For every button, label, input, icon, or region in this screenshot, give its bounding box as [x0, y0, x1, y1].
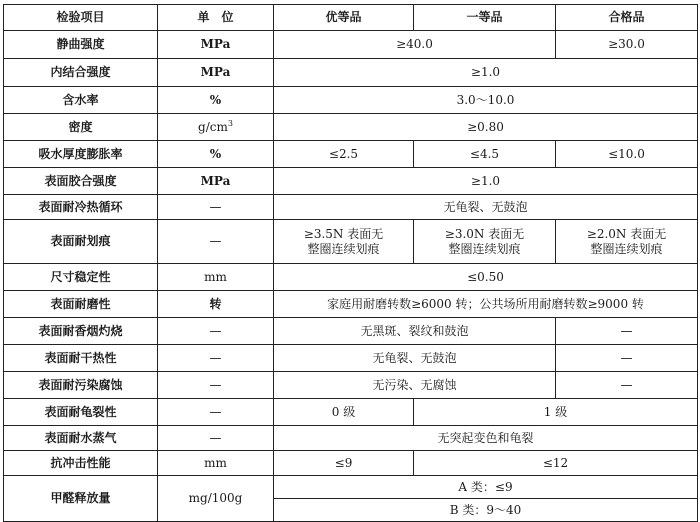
item-cell: 表面耐污染腐蚀	[4, 372, 158, 399]
value-cell: 0 级	[274, 399, 414, 426]
value-cell: 无污染、无腐蚀	[274, 372, 556, 399]
item-cell: 表面耐磨性	[4, 291, 158, 318]
value-line: ≥3.5N 表面无	[303, 226, 384, 241]
unit-cell: %	[158, 141, 274, 168]
value-cell: —	[556, 372, 698, 399]
table-row	[4, 114, 698, 141]
table-row	[4, 264, 698, 291]
unit-cell: MPa	[158, 31, 274, 59]
unit-cell: mm	[158, 264, 274, 291]
table-row	[4, 372, 698, 399]
specification-table	[3, 4, 698, 522]
table-row	[4, 318, 698, 345]
item-cell: 表面耐水蒸气	[4, 426, 158, 451]
table-row	[4, 141, 698, 168]
header-item: 检验项目	[4, 5, 158, 31]
table-row	[4, 291, 698, 318]
item-cell: 静曲强度	[4, 31, 158, 59]
table-row	[4, 195, 698, 220]
unit-cell: mg/100g	[158, 476, 274, 522]
value-cell: ≥40.0	[274, 31, 556, 59]
table-row	[4, 399, 698, 426]
unit-cell: —	[158, 426, 274, 451]
value-cell: ≤9	[274, 451, 414, 476]
table-row	[4, 451, 698, 476]
item-cell: 表面耐龟裂性	[4, 399, 158, 426]
value-cell: ≥1.0	[274, 59, 698, 87]
unit-cell: mm	[158, 451, 274, 476]
unit-base: g/cm	[198, 119, 228, 134]
header-unit: 单 位	[158, 5, 274, 31]
item-cell: 吸水厚度膨胀率	[4, 141, 158, 168]
value-cell	[414, 220, 556, 264]
value-cell: 1 级	[414, 399, 698, 426]
item-cell: 甲醛释放量	[4, 476, 158, 522]
item-cell: 内结合强度	[4, 59, 158, 87]
item-cell: 密度	[4, 114, 158, 141]
value-cell: B 类：9～40	[274, 499, 698, 522]
unit-superscript: 3	[227, 118, 233, 128]
unit-cell: —	[158, 220, 274, 264]
item-cell: 表面耐香烟灼烧	[4, 318, 158, 345]
item-cell: 尺寸稳定性	[4, 264, 158, 291]
value-cell: 无黑斑、裂纹和鼓泡	[274, 318, 556, 345]
table-row	[4, 168, 698, 195]
item-cell: 抗冲击性能	[4, 451, 158, 476]
unit-cell: —	[158, 399, 274, 426]
value-line: ≥3.0N 表面无	[444, 226, 525, 241]
header-superior: 优等品	[274, 5, 414, 31]
item-cell: 表面耐冷热循环	[4, 195, 158, 220]
value-cell: ≤10.0	[556, 141, 698, 168]
unit-cell: —	[158, 318, 274, 345]
unit-cell: %	[158, 87, 274, 114]
value-cell: 无龟裂、无鼓泡	[274, 195, 698, 220]
value-cell	[556, 220, 698, 264]
unit-cell: —	[158, 372, 274, 399]
table-header-row	[4, 5, 698, 31]
table-row	[4, 31, 698, 59]
unit-cell: MPa	[158, 59, 274, 87]
value-cell	[274, 220, 414, 264]
table-row	[4, 220, 698, 264]
value-cell: A 类：≤9	[274, 476, 698, 499]
value-cell: ≤0.50	[274, 264, 698, 291]
value-line: ≥2.0N 表面无	[586, 226, 667, 241]
value-cell: ≥0.80	[274, 114, 698, 141]
item-cell: 含水率	[4, 87, 158, 114]
table-row	[4, 87, 698, 114]
value-cell: ≤4.5	[414, 141, 556, 168]
value-cell: 家庭用耐磨转数≥6000 转；公共场所用耐磨转数≥9000 转	[274, 291, 698, 318]
unit-cell: MPa	[158, 168, 274, 195]
value-cell: ≥30.0	[556, 31, 698, 59]
value-cell: 3.0～10.0	[274, 87, 698, 114]
unit-cell	[158, 114, 274, 141]
value-cell: ≥1.0	[274, 168, 698, 195]
table-row	[4, 426, 698, 451]
value-cell: 无龟裂、无鼓泡	[274, 345, 556, 372]
table-row	[4, 476, 698, 499]
table-row	[4, 345, 698, 372]
value-cell: 无突起变色和龟裂	[274, 426, 698, 451]
item-cell: 表面耐干热性	[4, 345, 158, 372]
value-line: 整圈连续划痕	[307, 241, 380, 256]
item-cell: 表面胶合强度	[4, 168, 158, 195]
value-cell: ≤2.5	[274, 141, 414, 168]
unit-cell: —	[158, 345, 274, 372]
unit-cell: 转	[158, 291, 274, 318]
value-cell: —	[556, 318, 698, 345]
header-qualified: 合格品	[556, 5, 698, 31]
unit-cell: —	[158, 195, 274, 220]
value-cell: —	[556, 345, 698, 372]
value-line: 整圈连续划痕	[590, 241, 663, 256]
table-row	[4, 59, 698, 87]
header-first-grade: 一等品	[414, 5, 556, 31]
value-cell: ≤12	[414, 451, 698, 476]
value-line: 整圈连续划痕	[448, 241, 521, 256]
item-cell: 表面耐划痕	[4, 220, 158, 264]
